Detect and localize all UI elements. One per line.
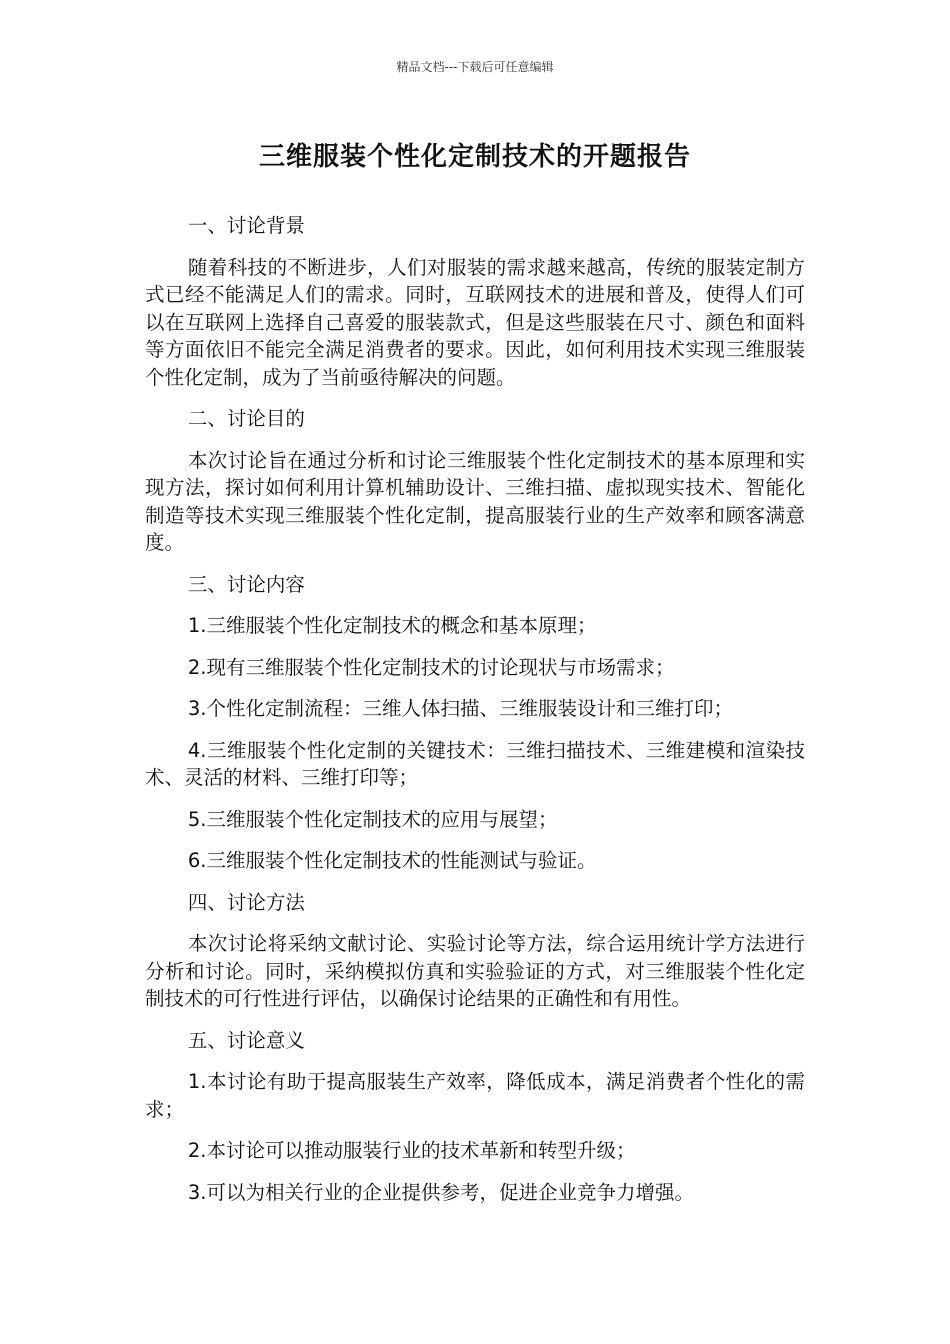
list-item: 1.三维服装个性化定制技术的概念和基本原理； <box>187 614 597 637</box>
section-heading: 三、讨论内容 <box>187 572 305 596</box>
list-item: 4.三维服装个性化定制的关键技术：三维扫描技术、三维建模和渲染技术、灵活的材料、三维打印等； <box>145 738 805 789</box>
paragraph: 随着科技的不断进步，人们对服装的需求越来越高，传统的服装定制方式已经不能满足人们的需求。同时，互联网技术的进展和普及，使得人们可以在互联网上选择自己喜爱的服装款式，但是这些服装在尺寸、颜色和面料等方面依旧不能完全满足消费者的要求。因此，如何利用技术实现三维服装个性化定制，成为了当前亟待解决的问题。 <box>145 255 805 389</box>
page-title: 三维服装个性化定制技术的开题报告 <box>258 142 691 172</box>
list-item: 3.可以为相关行业的企业提供参考，促进企业竞争力增强。 <box>187 1180 694 1204</box>
document-body <box>145 212 805 1220</box>
list-item: 1.本讨论有助于提高服装生产效率，降低成本，满足消费者个性化的需求； <box>145 1070 805 1121</box>
list-item: 6.三维服装个性化定制技术的性能测试与验证。 <box>187 849 597 872</box>
section-heading: 五、讨论意义 <box>187 1028 305 1052</box>
paragraph: 本次讨论旨在通过分析和讨论三维服装个性化定制技术的基本原理和实现方法，探讨如何利用计算机辅助设计、三维扫描、虚拟现实技术、智能化制造等技术实现三维服装个性化定制，提高服装行业的生产效率和顾客满意度。 <box>145 448 805 554</box>
list-item: 2.现有三维服装个性化定制技术的讨论现状与市场需求； <box>187 655 675 679</box>
paragraph: 本次讨论将采纳文献讨论、实验讨论等方法，综合运用统计学方法进行分析和讨论。同时，采纳模拟仿真和实验验证的方式，对三维服装个性化定制技术的可行性进行评估，以确保讨论结果的正确性和有用性。 <box>145 932 805 1010</box>
section-heading: 二、讨论目的 <box>187 407 305 430</box>
section-heading: 一、讨论背景 <box>187 214 305 237</box>
header-note: 精品文档---下载后可任意编辑 <box>396 60 554 74</box>
list-item: 5.三维服装个性化定制技术的应用与展望； <box>187 807 558 831</box>
list-item: 2.本讨论可以推动服装行业的技术革新和转型升级； <box>187 1139 636 1162</box>
list-item: 3.个性化定制流程：三维人体扫描、三维服装设计和三维打印； <box>187 697 733 720</box>
section-heading: 四、讨论方法 <box>187 890 305 914</box>
